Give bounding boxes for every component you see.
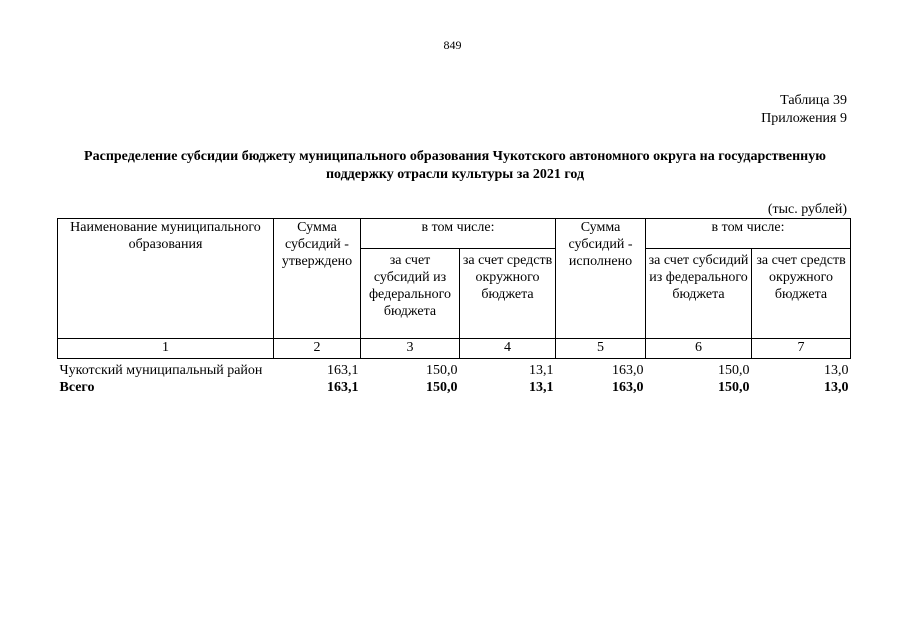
document-title: Распределение субсидии бюджету муниципального образования Чукотского автономного округа на государственную поддержку отрасли культуры за 2021 год [84, 149, 826, 182]
table-row-total [58, 379, 851, 396]
table-row [58, 359, 851, 380]
page-number: 849 [443, 38, 462, 52]
row-approved: 163,1 [327, 380, 359, 395]
row-executed: 163,0 [612, 363, 644, 378]
row-name: Всего [59, 380, 95, 395]
table-reference [761, 92, 847, 128]
appendix-number: Приложения 9 [761, 111, 847, 126]
column-number-row [58, 339, 851, 359]
column-number: 7 [752, 339, 851, 359]
row-federal-2: 150,0 [718, 363, 750, 378]
header-approved: Сумма субсидий - утверждено [274, 219, 361, 339]
table-number: Таблица 39 [780, 93, 847, 108]
header-district-1: за счет средств окружного бюджета [460, 249, 556, 339]
row-federal-1: 150,0 [426, 363, 458, 378]
row-district-1: 13,1 [529, 380, 554, 395]
header-federal-2: за счет субсидий из федерального бюджета [646, 249, 752, 339]
column-number: 6 [646, 339, 752, 359]
column-number: 1 [58, 339, 274, 359]
column-number: 4 [460, 339, 556, 359]
row-federal-2: 150,0 [718, 380, 750, 395]
header-executed: Сумма субсидий - исполнено [556, 219, 646, 339]
subsidy-table [57, 218, 851, 396]
table-header [58, 219, 851, 359]
column-number: 3 [361, 339, 460, 359]
column-number: 5 [556, 339, 646, 359]
column-number: 2 [274, 339, 361, 359]
header-name: Наименование муниципального образования [58, 219, 274, 339]
row-federal-1: 150,0 [426, 380, 458, 395]
row-district-2: 13,0 [824, 363, 849, 378]
row-approved: 163,1 [327, 363, 359, 378]
row-executed: 163,0 [612, 380, 644, 395]
row-district-1: 13,1 [529, 363, 554, 378]
table-body [58, 359, 851, 397]
row-district-2: 13,0 [824, 380, 849, 395]
header-including-1: в том числе: [361, 219, 556, 249]
units-label: (тыс. рублей) [767, 202, 847, 217]
row-name: Чукотский муниципальный район [59, 363, 263, 378]
header-federal-1: за счет субсидий из федерального бюджета [361, 249, 460, 339]
header-district-2: за счет средств окружного бюджета [752, 249, 851, 339]
header-including-2: в том числе: [646, 219, 851, 249]
